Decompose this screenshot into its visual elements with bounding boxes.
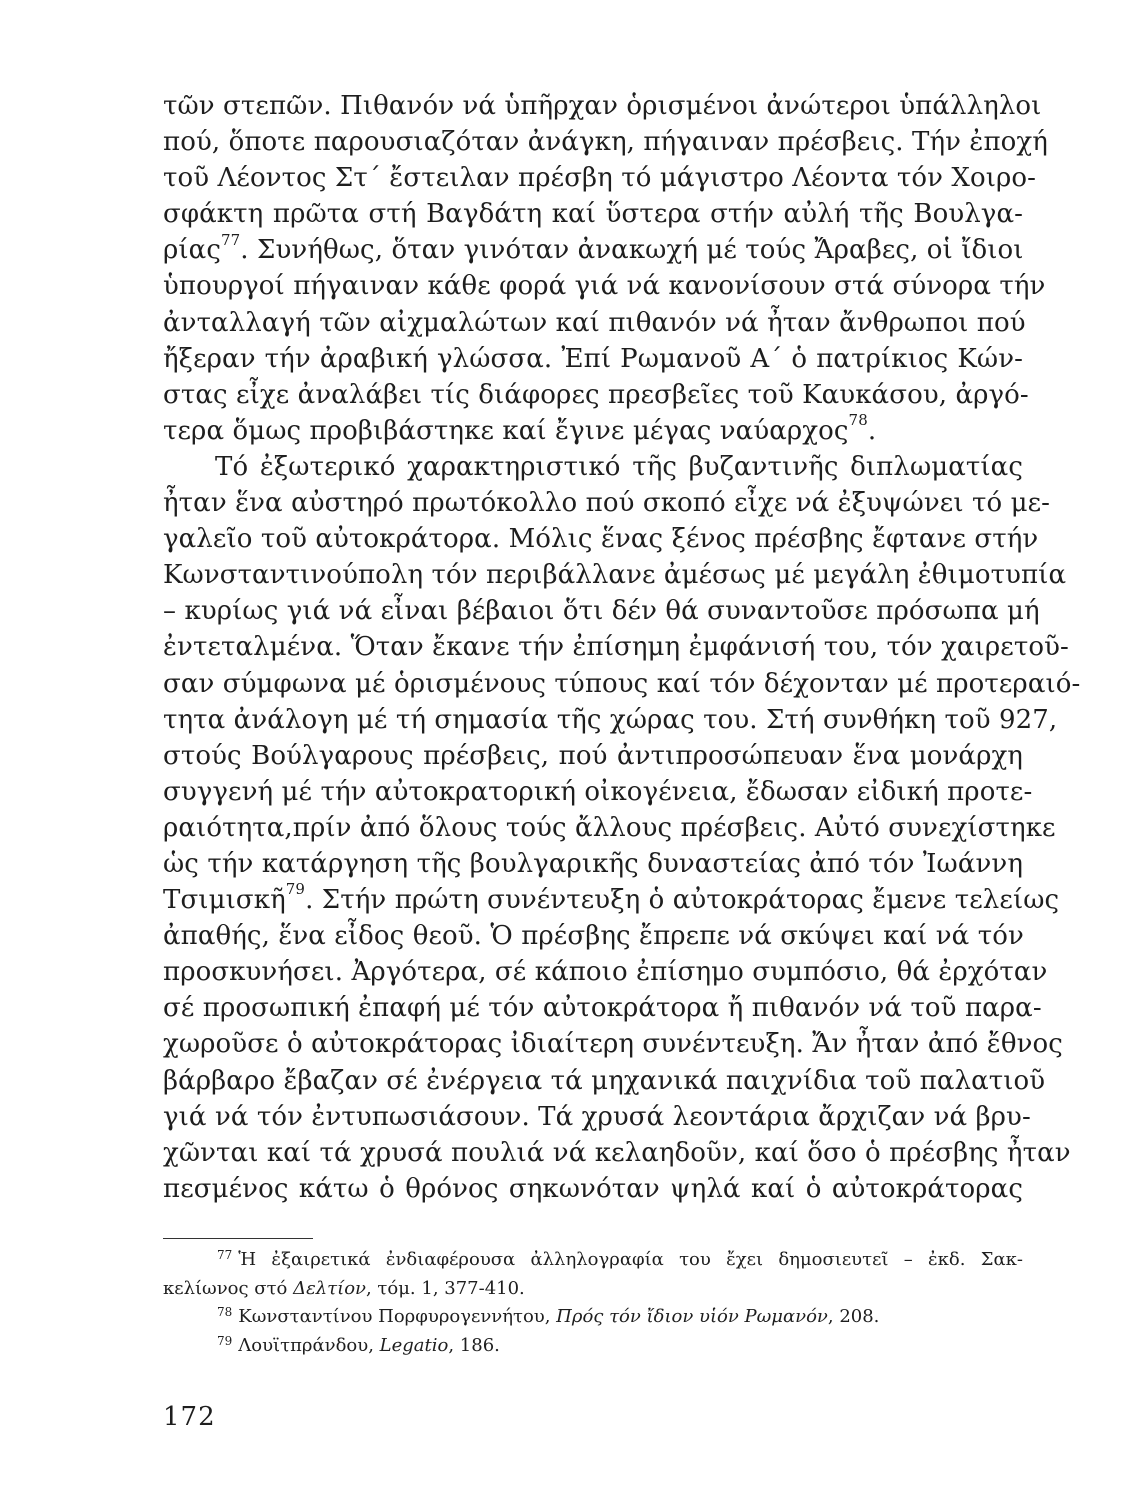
text-line: συγγενή μέ τήν αὐτοκρατορική οἰκογένεια, ἔδωσαν εἰδική προτε- (163, 776, 1033, 807)
text-line: γιά νά τόν ἐντυπωσιάσουν. Τά χρυσά λεοντάρια ἄρχιζαν νά βρυ- (163, 1101, 1031, 1132)
footnote-number: 78 (217, 1305, 233, 1319)
footnote-separator (163, 1238, 313, 1239)
text-line: ἐντεταλμένα. Ὅταν ἔκανε τήν ἐπίσημη ἐμφάνισή του, τόν χαιρετοῦ- (163, 632, 1069, 663)
footnote-text: , 186. (448, 1335, 500, 1356)
page-number: 172 (163, 1402, 216, 1432)
text-line: ραιότητα,πρίν ἀπό ὅλους τούς ἄλλους πρέσβεις. Αὐτό συνεχίστηκε (163, 812, 1056, 843)
text-line: γαλεῖο τοῦ αὐτοκράτορα. Μόλις ἕνας ξένος πρέσβης ἔφτανε στήν (163, 524, 1039, 555)
main-text (163, 88, 1081, 1207)
footnote-77 (163, 1246, 1023, 1275)
text-line: Κωνσταντινούπολη τόν περιβάλλανε ἀμέσως μέ μεγάλη ἐθιμοτυπία (163, 560, 1067, 591)
text-line: πεσμένος κάτω ὁ θρόνος σηκωνόταν ψηλά καί ὁ αὐτοκράτορας (163, 1173, 1023, 1204)
text-line: χῶνται καί τά χρυσά πουλιά νά κελαηδοῦν, καί ὅσο ὁ πρέσβης ἦταν (163, 1137, 1071, 1168)
footnote-78 (163, 1303, 1023, 1332)
text-line: ἦταν ἕνα αὐστηρό πρωτόκολλο πού σκοπό εἶχε νά ἐξυψώνει τό με- (163, 488, 1051, 519)
text-line (163, 232, 1023, 268)
footnote-ref-78: 78 (848, 411, 868, 430)
footnote-title: Legatio (379, 1335, 449, 1356)
text-fragment: Τσιμισκῆ (163, 885, 286, 916)
footnotes (163, 1246, 1023, 1361)
text-fragment: . Συνήθως, ὅταν γινόταν ἀνακωχή μέ τούς Ἄραβες, οἱ ἴδιοι (240, 235, 1024, 266)
footnote-text: Λουϊτπράνδου, (238, 1335, 380, 1356)
text-line: προσκυνήσει. Ἀργότερα, σέ κάποιο ἐπίσημο συμπόσιο, θά ἐρχόταν (163, 957, 1048, 988)
footnote-79 (163, 1332, 1023, 1361)
text-line: σφάκτη πρῶτα στή Βαγδάτη καί ὕστερα στήν αὐλή τῆς Βουλγα- (163, 199, 1023, 230)
text-line: τοῦ Λέοντος Στ΄ ἔστειλαν πρέσβη τό μάγιστρο Λέοντα τόν Χοιρο- (163, 163, 1037, 194)
text-line: σέ προσωπική ἐπαφή μέ τόν αὐτοκράτορα ἤ πιθανόν νά τοῦ παρα- (163, 993, 1042, 1024)
text-line (163, 413, 1023, 449)
text-line: σαν σύμφωνα μέ ὁρισμένους τύπους καί τόν δέχονταν μέ προτεραιό- (163, 668, 1081, 699)
footnote-text: , τόμ. 1, 377-410. (365, 1278, 525, 1299)
text-line: ἀπαθής, ἕνα εἶδος θεοῦ. Ὁ πρέσβης ἔπρεπε νά σκύψει καί νά τόν (163, 921, 1024, 952)
footnote-title: Πρός τόν ἴδιον υἱόν Ρωμανόν (556, 1306, 828, 1327)
text-line: – κυρίως γιά νά εἶναι βέβαιοι ὅτι δέν θά συναντοῦσε πρόσωπα μή (163, 596, 1040, 627)
text-fragment: . Στήν πρώτη συνέντευξη ὁ αὐτοκράτορας ἔμενε τελείως (305, 885, 1060, 916)
text-fragment: ρίας (163, 235, 221, 266)
text-line: στας εἶχε ἀναλάβει τίς διάφορες πρεσβεῖες τοῦ Καυκάσου, ἀργό- (163, 379, 1029, 410)
footnote-text: , 208. (827, 1306, 880, 1327)
footnote-77-continued (163, 1275, 1023, 1303)
text-line: χωροῦσε ὁ αὐτοκράτορας ἰδιαίτερη συνέντευξη. Ἄν ἦταν ἀπό ἔθνος (163, 1029, 1063, 1060)
text-line: βάρβαρο ἔβαζαν σέ ἐνέργεια τά μηχανικά παιχνίδια τοῦ παλατιοῦ (163, 1065, 1046, 1096)
footnote-number: 77 (217, 1248, 233, 1262)
text-line: τητα ἀνάλογη μέ τή σημασία τῆς χώρας του. Στή συνθήκη τοῦ 927, (163, 704, 1058, 735)
text-line: ὑπουργοί πήγαιναν κάθε φορά γιά νά κανονίσουν στά σύνορα τήν (163, 271, 1046, 302)
text-fragment: τερα ὅμως προβιβάστηκε καί ἔγινε μέγας ναύαρχος (163, 415, 849, 446)
footnote-text: Κωνσταντίνου Πορφυρογεννήτου, (238, 1306, 557, 1327)
footnote-ref-79: 79 (285, 880, 306, 899)
text-line: ἤξεραν τήν ἀραβική γλώσσα. Ἐπί Ρωμανοῦ Α΄ ὁ πατρίκιος Κών- (163, 343, 1023, 374)
paragraph-first-line: Τό ἐξωτερικό χαρακτηριστικό τῆς βυζαντινῆς διπλωματίας (215, 451, 1023, 482)
footnote-ref-77: 77 (221, 230, 241, 249)
footnote-title: Δελτίον (293, 1278, 366, 1299)
text-line: ἀνταλλαγή τῶν αἰχμαλώτων καί πιθανόν νά ἦταν ἄνθρωποι πού (163, 307, 1026, 338)
footnote-number: 79 (217, 1334, 233, 1348)
footnote-text: Ἡ ἐξαιρετικά ἐνδιαφέρουσα ἀλληλογραφία του ἔχει δημοσιευτεῖ – ἐκδ. Σακ- (238, 1249, 1023, 1270)
text-line: ὡς τήν κατάργηση τῆς βουλγαρικῆς δυναστείας ἀπό τόν Ἰωάννη (163, 848, 1023, 879)
text-line: τῶν στεπῶν. Πιθανόν νά ὑπῆρχαν ὁρισμένοι ἀνώτεροι ὑπάλληλοι (163, 91, 1042, 121)
text-line: πού, ὅποτε παρουσιαζόταν ἀνάγκη, πήγαιναν πρέσβεις. Τήν ἐποχή (163, 127, 1048, 158)
text-fragment: . (867, 415, 877, 446)
text-line: στούς Βούλγαρους πρέσβεις, πού ἀντιπροσώπευαν ἕνα μονάρχη (163, 740, 1023, 771)
text-line (163, 880, 1060, 918)
footnote-text: κελίωνος στό (163, 1278, 294, 1299)
